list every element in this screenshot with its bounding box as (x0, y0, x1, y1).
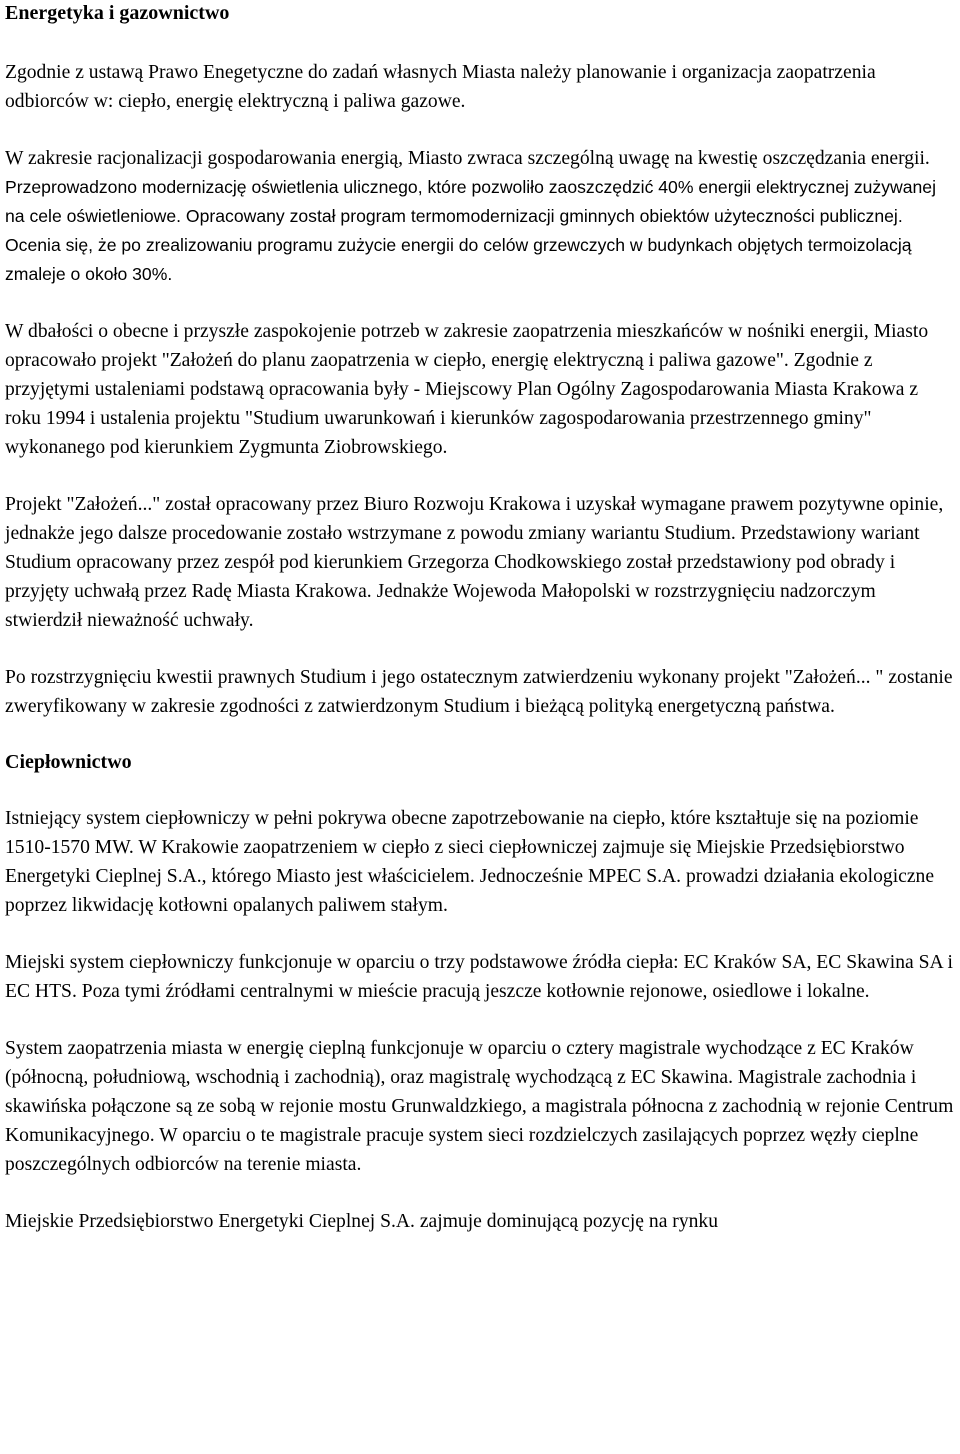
section-heading-energetyka: Energetyka i gazownictwo (5, 2, 230, 24)
paragraph-7: Miejski system ciepłowniczy funkcjonuje w oparciu o trzy podstawowe źródła ciepła: EC Kraków SA, EC Skawina SA i EC HTS. Poza tymi źródłami centralnymi w mieście pracują jeszcze kotłownie rejonowe, osiedlowe i lokalne. (5, 952, 953, 1002)
paragraph-2-serif-text: W zakresie racjonalizacji gospodarowania energią, Miasto zwraca szczególną uwagę na kwestię oszczędzania energii. (5, 148, 930, 169)
paragraph-2 (5, 144, 955, 289)
paragraph-4: Projekt "Założeń..." został opracowany przez Biuro Rozwoju Krakowa i uzyskał wymagane prawem pozytywne opinie, jednakże jego dalsze procedowanie zostało wstrzymane z powodu zmiany wariantu Studium. Przedstawiony wariant Studium opracowany przez zespół pod kierunkiem Grzegorza Chodkowskiego został przedstawiony pod obrady i przyjęty uchwałą przez Radę Miasta Krakowa. Jednakże Wojewoda Małopolski w rozstrzygnięciu nadzorczym stwierdził nieważność uchwały. (5, 494, 944, 631)
paragraph-3: W dbałości o obecne i przyszłe zaspokojenie potrzeb w zakresie zaopatrzenia mieszkańców w nośniki energii, Miasto opracowało projekt "Założeń do planu zaopatrzenia w ciepło, energię elektryczną i paliwa gazowe". Zgodnie z przyjętymi ustaleniami podstawą opracowania były - Miejscowy Plan Ogólny Zagospodarowania Miasta Krakowa z roku 1994 i ustalenia projektu "Studium uwarunkowań i kierunków zagospodarowania przestrzennego gminy" wykonanego pod kierunkiem Zygmunta Ziobrowskiego. (5, 321, 929, 458)
paragraph-9: Miejskie Przedsiębiorstwo Energetyki Cieplnej S.A. zajmuje dominującą pozycję na rynku (5, 1211, 718, 1232)
paragraph-6: Istniejący system ciepłowniczy w pełni pokrywa obecne zapotrzebowanie na ciepło, które kształtuje się na poziomie 1510-1570 MW. W Krakowie zaopatrzeniem w ciepło z sieci ciepłowniczej zajmuje się Miejskie Przedsiębiorstwo Energetyki Cieplnej S.A., którego Miasto jest właścicielem. Jednocześnie MPEC S.A. prowadzi działania ekologiczne poprzez likwidację kotłowni opalanych paliwem stałym. (5, 808, 935, 916)
section-heading-cieplownictwo: Ciepłownictwo (5, 751, 132, 773)
paragraph-1: Zgodnie z ustawą Prawo Enegetyczne do zadań własnych Miasta należy planowanie i organizacja zaopatrzenia odbiorców w: ciepło, energię elektryczną i paliwa gazowe. (5, 62, 876, 112)
paragraph-5: Po rozstrzygnięciu kwestii prawnych Studium i jego ostatecznym zatwierdzeniu wykonany projekt "Założeń... " zostanie zweryfikowany w zakresie zgodności z zatwierdzonym Studium i bieżącą polityką energetyczną państwa. (5, 667, 953, 717)
paragraph-8: System zaopatrzenia miasta w energię cieplną funkcjonuje w oparciu o cztery magistrale wychodzące z EC Kraków (północną, południową, wschodnią i zachodnią), oraz magistralę wychodzącą z EC Skawina. Magistrale zachodnia i skawińska połączone są ze sobą w rejonie mostu Grunwaldzkiego, a magistrala północna z zachodnią w rejonie Centrum Komunikacyjnego. W oparciu o te magistrale pracuje system sieci rozdzielczych zasilających poprzez węzły cieplne poszczególnych odbiorców na terenie miasta. (5, 1038, 954, 1175)
paragraph-2-sans-text: Przeprowadzono modernizację oświetlenia ulicznego, które pozwoliło zaoszczędzić 40% energii elektrycznej zużywanej na cele oświetleniowe. Opracowany został program termomodernizacji gminnych obiektów użyteczności publicznej. Ocenia się, że po zrealizowaniu programu zużycie energii do celów grzewczych w budynkach objętych termoizolacją zmaleje o około 30%. (5, 177, 936, 284)
document-page (5, 0, 955, 1236)
